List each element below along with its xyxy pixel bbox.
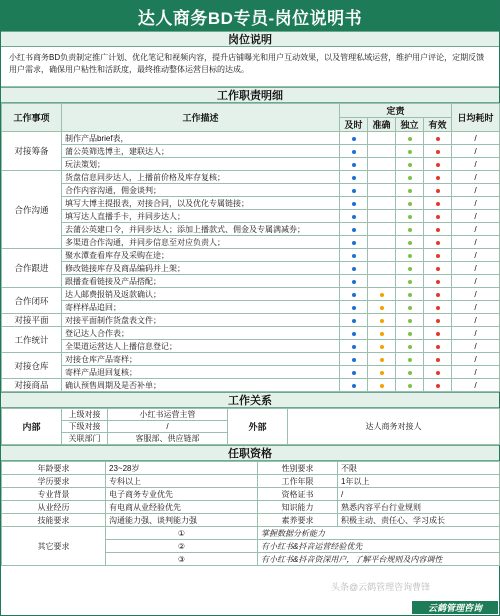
duty-row bbox=[2, 275, 500, 288]
relation-key: 上级对接 bbox=[62, 409, 108, 421]
duty-dot-marker bbox=[352, 215, 356, 219]
duty-dot-marker bbox=[352, 176, 356, 180]
duty-dot-marker bbox=[352, 202, 356, 206]
duty-dot-marker bbox=[352, 228, 356, 232]
duty-hours: / bbox=[452, 275, 500, 288]
duty-dot-marker bbox=[380, 358, 384, 362]
duty-dot-marker bbox=[408, 371, 412, 375]
duty-dot-marker bbox=[352, 163, 356, 167]
duty-row bbox=[2, 132, 500, 145]
header-duty-group: 定责 bbox=[340, 104, 452, 118]
qualifications-table bbox=[1, 461, 500, 566]
duty-table bbox=[1, 103, 500, 392]
qualification-value: / bbox=[338, 488, 500, 501]
relation-value: / bbox=[108, 421, 228, 433]
duty-hours: / bbox=[452, 301, 500, 314]
duty-marker-cell bbox=[396, 327, 424, 340]
duty-dot-marker bbox=[352, 241, 356, 245]
duty-dot-marker bbox=[436, 384, 440, 388]
header-task: 工作描述 bbox=[62, 104, 340, 132]
section-job-desc-header: 岗位说明 bbox=[1, 31, 499, 47]
duty-dot-marker bbox=[408, 267, 412, 271]
duty-dot-marker bbox=[352, 358, 356, 362]
duty-marker-cell bbox=[368, 249, 396, 262]
duty-marker-cell bbox=[396, 210, 424, 223]
duty-marker-cell bbox=[396, 249, 424, 262]
duty-marker-cell bbox=[424, 249, 452, 262]
duty-dot-marker bbox=[352, 267, 356, 271]
duty-row bbox=[2, 145, 500, 158]
duty-marker-cell bbox=[340, 327, 368, 340]
duty-dot-marker bbox=[408, 306, 412, 310]
duty-dot-marker bbox=[380, 306, 384, 310]
duty-dot-marker bbox=[352, 150, 356, 154]
section-qualifications-header: 任职资格 bbox=[1, 445, 499, 461]
qualification-row bbox=[2, 462, 500, 475]
duty-marker-cell bbox=[396, 353, 424, 366]
duty-category: 对接商品 bbox=[2, 379, 62, 392]
duty-dot-marker bbox=[436, 358, 440, 362]
duty-hours: / bbox=[452, 145, 500, 158]
duty-category: 对接筹备 bbox=[2, 132, 62, 171]
duty-dot-marker bbox=[408, 319, 412, 323]
duty-hours: / bbox=[452, 223, 500, 236]
qualification-key: 技能要求 bbox=[2, 514, 106, 527]
duty-marker-cell bbox=[424, 184, 452, 197]
qualification-key: 资格证书 bbox=[258, 488, 338, 501]
duty-marker-cell bbox=[340, 314, 368, 327]
duty-dot-marker bbox=[352, 293, 356, 297]
duty-marker-cell bbox=[396, 158, 424, 171]
duty-marker-cell bbox=[340, 353, 368, 366]
duty-category: 工作统计 bbox=[2, 327, 62, 353]
relations-table bbox=[1, 408, 500, 445]
duty-marker-cell bbox=[368, 353, 396, 366]
duty-dot-marker bbox=[380, 371, 384, 375]
duty-row bbox=[2, 210, 500, 223]
relation-value: 小红书运营主管 bbox=[108, 409, 228, 421]
qualification-key: 年龄要求 bbox=[2, 462, 106, 475]
duty-marker-cell bbox=[396, 171, 424, 184]
duty-hours: / bbox=[452, 197, 500, 210]
duty-dot-marker bbox=[436, 176, 440, 180]
duty-category: 对接仓库 bbox=[2, 353, 62, 379]
relation-key: 下级对接 bbox=[62, 421, 108, 433]
qualification-value: 沟通能力强、谈判能力强 bbox=[106, 514, 258, 527]
duty-marker-cell bbox=[368, 301, 396, 314]
duty-task: 对接平面制作货盘表文件； bbox=[62, 314, 340, 327]
duty-marker-cell bbox=[424, 327, 452, 340]
job-description-text: 小红书商务BD负责制定推广计划、优化笔记和视频内容，提升店铺曝光和用户互动效果，以及管理私域运营，维护用户评论，定期反馈用户需求，确保用户粘性和活跃度，最终推动整体运营目标的达成。 bbox=[1, 47, 499, 87]
duty-hours: / bbox=[452, 171, 500, 184]
duty-marker-cell bbox=[368, 210, 396, 223]
duty-dot-marker bbox=[436, 332, 440, 336]
duty-marker-cell bbox=[396, 197, 424, 210]
duty-row bbox=[2, 353, 500, 366]
duty-marker-cell bbox=[396, 314, 424, 327]
duty-marker-cell bbox=[424, 353, 452, 366]
section-relations-header: 工作关系 bbox=[1, 392, 499, 408]
qualification-value: 1年以上 bbox=[338, 475, 500, 488]
duty-task: 货盘信息同步达人，上播前价格及库存复核； bbox=[62, 171, 340, 184]
external-label: 外部 bbox=[228, 409, 288, 445]
qualifications-body bbox=[2, 462, 500, 527]
duty-marker-cell bbox=[368, 158, 396, 171]
qualification-key: 知识能力 bbox=[258, 501, 338, 514]
duty-marker-cell bbox=[396, 340, 424, 353]
duty-marker-cell bbox=[396, 145, 424, 158]
duty-hours: / bbox=[452, 340, 500, 353]
duty-hours: / bbox=[452, 314, 500, 327]
duty-dot-marker bbox=[436, 137, 440, 141]
duty-dot-marker bbox=[436, 319, 440, 323]
duty-task: 修改链接库存及商品编码并上架； bbox=[62, 262, 340, 275]
qualification-value: 电子商务专业优先 bbox=[106, 488, 258, 501]
duty-dot-marker bbox=[352, 371, 356, 375]
duty-marker-cell bbox=[396, 275, 424, 288]
duty-marker-cell bbox=[424, 314, 452, 327]
header-category: 工作事项 bbox=[2, 104, 62, 132]
other-item-number: ③ bbox=[106, 553, 258, 566]
duty-task: 寄样样品追回； bbox=[62, 301, 340, 314]
duty-row bbox=[2, 249, 500, 262]
duty-marker-cell bbox=[396, 288, 424, 301]
header-accurate: 准确 bbox=[368, 118, 396, 132]
qualification-value: 23~28岁 bbox=[106, 462, 258, 475]
header-hours: 日均耗时 bbox=[452, 104, 500, 132]
duty-dot-marker bbox=[436, 241, 440, 245]
duty-marker-cell bbox=[424, 197, 452, 210]
header-effective: 有效 bbox=[424, 118, 452, 132]
duty-dot-marker bbox=[436, 345, 440, 349]
duty-task: 聚水潭查看库存及采购在途； bbox=[62, 249, 340, 262]
duty-category: 合作跟进 bbox=[2, 249, 62, 288]
duty-marker-cell bbox=[340, 379, 368, 392]
duty-hours: / bbox=[452, 288, 500, 301]
duty-dot-marker bbox=[408, 345, 412, 349]
qualification-key: 工作年限 bbox=[258, 475, 338, 488]
duty-dot-marker bbox=[408, 176, 412, 180]
duty-dot-marker bbox=[436, 254, 440, 258]
other-item-text: 有小红书&抖音资深用户，了解平台规则及内容调性 bbox=[258, 553, 500, 566]
qualification-row bbox=[2, 514, 500, 527]
duty-marker-cell bbox=[396, 301, 424, 314]
duty-marker-cell bbox=[340, 275, 368, 288]
duty-dot-marker bbox=[380, 293, 384, 297]
duty-dot-marker bbox=[436, 371, 440, 375]
duty-dot-marker bbox=[408, 228, 412, 232]
duty-marker-cell bbox=[424, 236, 452, 249]
duty-marker-cell bbox=[396, 184, 424, 197]
duty-row bbox=[2, 236, 500, 249]
qualification-value: 专科以上 bbox=[106, 475, 258, 488]
duty-marker-cell bbox=[368, 379, 396, 392]
duty-task: 寄样产品退回复核； bbox=[62, 366, 340, 379]
duty-hours: / bbox=[452, 379, 500, 392]
duty-marker-cell bbox=[368, 184, 396, 197]
duty-task: 去蒲公英建口令，并同步达人；添加上播款式、佣金及专属满减券； bbox=[62, 223, 340, 236]
duty-hours: / bbox=[452, 262, 500, 275]
duty-marker-cell bbox=[340, 340, 368, 353]
duty-task: 确认预售周期及是否补单； bbox=[62, 379, 340, 392]
duty-dot-marker bbox=[436, 293, 440, 297]
duty-dot-marker bbox=[352, 384, 356, 388]
duty-hours: / bbox=[452, 353, 500, 366]
duty-hours: / bbox=[452, 158, 500, 171]
duty-dot-marker bbox=[380, 345, 384, 349]
duty-marker-cell bbox=[368, 262, 396, 275]
duty-task: 多渠道合作沟通，并同步信息至对应负责人； bbox=[62, 236, 340, 249]
duty-task: 制作产品brief表， bbox=[62, 132, 340, 145]
relation-key: 关联部门 bbox=[62, 433, 108, 445]
duty-marker-cell bbox=[424, 340, 452, 353]
qualification-key: 从业经历 bbox=[2, 501, 106, 514]
qualification-value: 积极主动、责任心、学习成长 bbox=[338, 514, 500, 527]
external-value: 达人商务对接人 bbox=[288, 409, 500, 445]
duty-marker-cell bbox=[396, 262, 424, 275]
duty-dot-marker bbox=[436, 280, 440, 284]
duty-dot-marker bbox=[436, 306, 440, 310]
duty-marker-cell bbox=[340, 171, 368, 184]
duty-task: 填写达人直播手卡，并同步达人； bbox=[62, 210, 340, 223]
duty-marker-cell bbox=[340, 366, 368, 379]
duty-marker-cell bbox=[340, 210, 368, 223]
other-requirements bbox=[2, 527, 500, 566]
duty-dot-marker bbox=[408, 241, 412, 245]
duty-dot-marker bbox=[408, 293, 412, 297]
duty-marker-cell bbox=[368, 314, 396, 327]
duty-marker-cell bbox=[340, 262, 368, 275]
duty-hours: / bbox=[452, 132, 500, 145]
duty-hours: / bbox=[452, 366, 500, 379]
duty-marker-cell bbox=[424, 301, 452, 314]
duty-hours: / bbox=[452, 236, 500, 249]
duty-marker-cell bbox=[396, 132, 424, 145]
watermark-text: 头条@云鹤管理咨询曹锋 bbox=[331, 582, 431, 592]
duty-marker-cell bbox=[340, 132, 368, 145]
duty-marker-cell bbox=[424, 223, 452, 236]
duty-task: 蒲公英筛选博主，建联达人； bbox=[62, 145, 340, 158]
duty-marker-cell bbox=[396, 379, 424, 392]
qualification-row bbox=[2, 501, 500, 514]
duty-marker-cell bbox=[368, 340, 396, 353]
duty-dot-marker bbox=[408, 332, 412, 336]
duty-row bbox=[2, 288, 500, 301]
duty-dot-marker bbox=[408, 163, 412, 167]
qualification-row bbox=[2, 475, 500, 488]
duty-dot-marker bbox=[352, 137, 356, 141]
duty-marker-cell bbox=[424, 275, 452, 288]
duty-dot-marker bbox=[352, 332, 356, 336]
qualification-key: 素养要求 bbox=[258, 514, 338, 527]
qualification-key: 性别要求 bbox=[258, 462, 338, 475]
duty-dot-marker bbox=[436, 150, 440, 154]
duty-marker-cell bbox=[368, 171, 396, 184]
duty-marker-cell bbox=[340, 236, 368, 249]
duty-row bbox=[2, 301, 500, 314]
duty-hours: / bbox=[452, 210, 500, 223]
duty-marker-cell bbox=[424, 132, 452, 145]
qualification-row bbox=[2, 488, 500, 501]
header-independent: 独立 bbox=[396, 118, 424, 132]
relation-value: 客服部、供应链部 bbox=[108, 433, 228, 445]
duty-row bbox=[2, 223, 500, 236]
duty-marker-cell bbox=[340, 249, 368, 262]
duty-dot-marker bbox=[408, 150, 412, 154]
other-item-number: ① bbox=[106, 527, 258, 540]
duty-marker-cell bbox=[424, 288, 452, 301]
duty-marker-cell bbox=[340, 158, 368, 171]
qualification-value: 有电商从业经验优先 bbox=[106, 501, 258, 514]
duty-marker-cell bbox=[340, 223, 368, 236]
duty-dot-marker bbox=[436, 228, 440, 232]
duty-dot-marker bbox=[408, 254, 412, 258]
duty-row bbox=[2, 340, 500, 353]
internal-label: 内部 bbox=[2, 409, 62, 445]
duty-marker-cell bbox=[396, 223, 424, 236]
duty-dot-marker bbox=[436, 189, 440, 193]
duty-row bbox=[2, 262, 500, 275]
duty-dot-marker bbox=[436, 163, 440, 167]
other-requirements-label: 其它要求 bbox=[2, 527, 106, 566]
duty-table-body bbox=[2, 132, 500, 392]
duty-marker-cell bbox=[368, 132, 396, 145]
duty-dot-marker bbox=[408, 358, 412, 362]
duty-row bbox=[2, 327, 500, 340]
duty-row bbox=[2, 184, 500, 197]
qualification-key: 专业背景 bbox=[2, 488, 106, 501]
duty-marker-cell bbox=[340, 288, 368, 301]
duty-marker-cell bbox=[424, 379, 452, 392]
duty-dot-marker bbox=[408, 189, 412, 193]
duty-row bbox=[2, 379, 500, 392]
duty-marker-cell bbox=[424, 171, 452, 184]
duty-row bbox=[2, 314, 500, 327]
duty-dot-marker bbox=[436, 267, 440, 271]
duty-marker-cell bbox=[368, 288, 396, 301]
duty-hours: / bbox=[452, 327, 500, 340]
duty-task: 跟播查看链接及产品搭配； bbox=[62, 275, 340, 288]
duty-dot-marker bbox=[352, 319, 356, 323]
duty-task: 填写大博主提报表，对接合同，以及优化专属链接； bbox=[62, 197, 340, 210]
duty-dot-marker bbox=[352, 306, 356, 310]
duty-marker-cell bbox=[368, 275, 396, 288]
duty-task: 对接仓库产品寄样； bbox=[62, 353, 340, 366]
duty-marker-cell bbox=[340, 184, 368, 197]
duty-task: 达人邮费报销及返款确认； bbox=[62, 288, 340, 301]
duty-task: 合作内容沟通，佣金谈判； bbox=[62, 184, 340, 197]
duty-marker-cell bbox=[396, 366, 424, 379]
qualification-key: 学历要求 bbox=[2, 475, 106, 488]
duty-row bbox=[2, 197, 500, 210]
duty-marker-cell bbox=[368, 223, 396, 236]
section-duties-header: 工作职责明细 bbox=[1, 87, 499, 103]
page-title: 达人商务BD专员-岗位说明书 bbox=[1, 1, 499, 31]
duty-dot-marker bbox=[408, 137, 412, 141]
duty-marker-cell bbox=[368, 145, 396, 158]
duty-marker-cell bbox=[368, 236, 396, 249]
duty-marker-cell bbox=[340, 301, 368, 314]
duty-dot-marker bbox=[408, 202, 412, 206]
header-timely: 及时 bbox=[340, 118, 368, 132]
duty-category: 对接平面 bbox=[2, 314, 62, 327]
other-item-text: 有小红书&抖音运营经验优先 bbox=[258, 540, 500, 553]
duty-dot-marker bbox=[408, 280, 412, 284]
duty-marker-cell bbox=[340, 197, 368, 210]
duty-task: 登记达人合作表； bbox=[62, 327, 340, 340]
duty-marker-cell bbox=[368, 366, 396, 379]
duty-dot-marker bbox=[408, 215, 412, 219]
duty-dot-marker bbox=[380, 319, 384, 323]
duty-category: 合作沟通 bbox=[2, 171, 62, 249]
duty-task: 全渠道运营达人上播信息登记； bbox=[62, 340, 340, 353]
duty-marker-cell bbox=[424, 366, 452, 379]
other-item-text: 掌握数据分析能力 bbox=[258, 527, 500, 540]
qualification-value: 熟悉内容平台行业规则 bbox=[338, 501, 500, 514]
duty-marker-cell bbox=[396, 236, 424, 249]
duty-dot-marker bbox=[352, 254, 356, 258]
duty-dot-marker bbox=[352, 280, 356, 284]
duty-dot-marker bbox=[380, 332, 384, 336]
duty-task: 玩法策划； bbox=[62, 158, 340, 171]
duty-row bbox=[2, 171, 500, 184]
duty-marker-cell bbox=[368, 327, 396, 340]
qualification-value: 不限 bbox=[338, 462, 500, 475]
duty-marker-cell bbox=[424, 262, 452, 275]
duty-hours: / bbox=[452, 184, 500, 197]
brand-badge: 云鹤管理咨询 bbox=[412, 601, 498, 614]
duty-dot-marker bbox=[380, 384, 384, 388]
duty-row bbox=[2, 366, 500, 379]
other-item-number: ② bbox=[106, 540, 258, 553]
duty-dot-marker bbox=[408, 384, 412, 388]
duty-dot-marker bbox=[352, 189, 356, 193]
duty-dot-marker bbox=[352, 345, 356, 349]
duty-marker-cell bbox=[368, 197, 396, 210]
duty-marker-cell bbox=[424, 158, 452, 171]
duty-category: 合作闭环 bbox=[2, 288, 62, 314]
duty-marker-cell bbox=[424, 145, 452, 158]
duty-marker-cell bbox=[340, 145, 368, 158]
duty-marker-cell bbox=[424, 210, 452, 223]
duty-row bbox=[2, 158, 500, 171]
duty-dot-marker bbox=[436, 215, 440, 219]
duty-hours: / bbox=[452, 249, 500, 262]
duty-dot-marker bbox=[436, 202, 440, 206]
